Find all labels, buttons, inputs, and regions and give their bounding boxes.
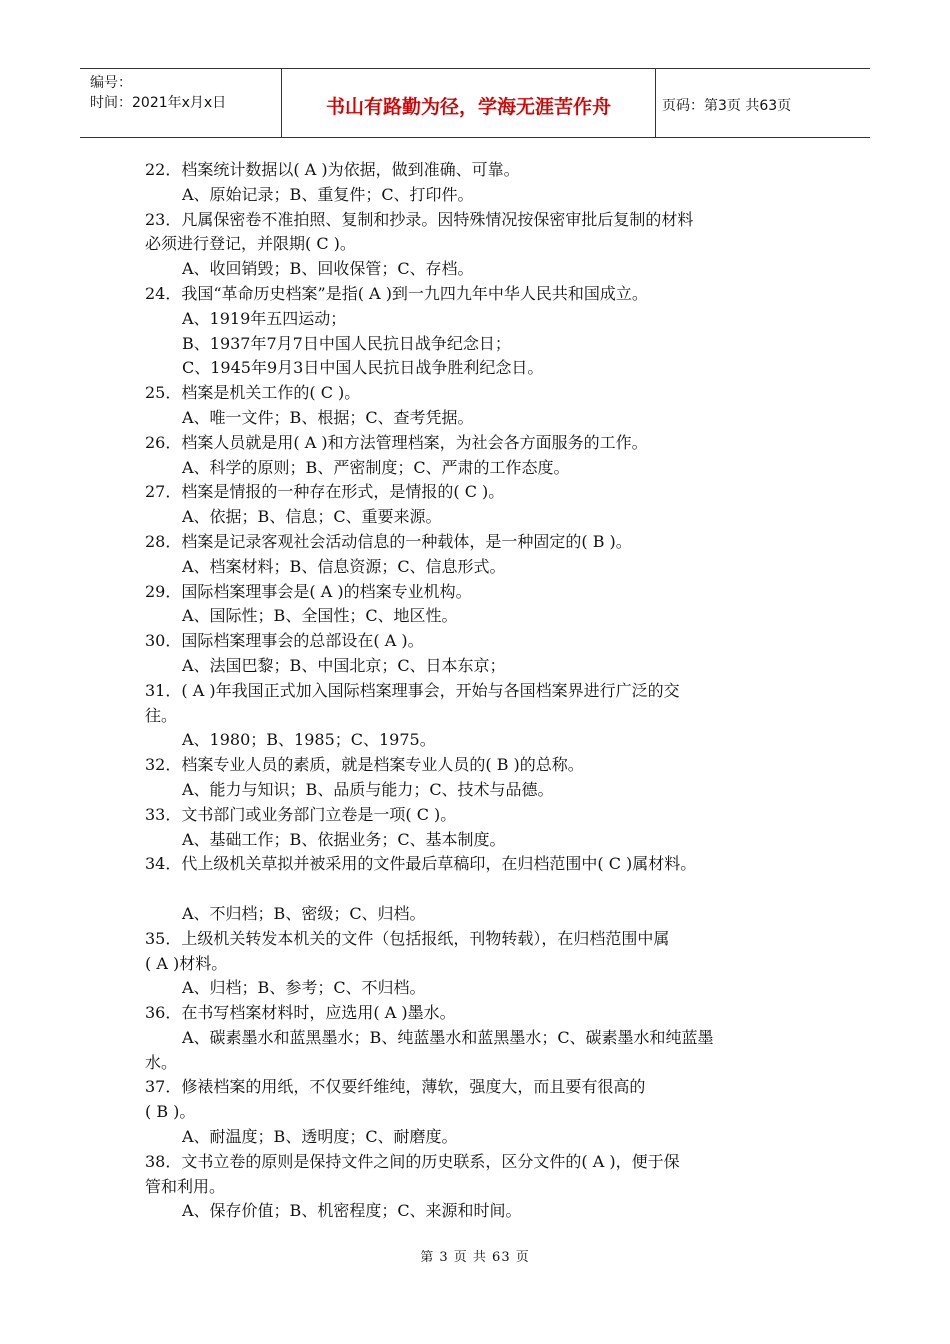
question-line: 33．文书部门或业务部门立卷是一项( C )。 — [145, 804, 457, 824]
answer-options-line: A、原始记录；B、重复件；C、打印件。 — [182, 184, 474, 204]
question-line: 24．我国“革命历史档案”是指( A )到一九四九年中华人民共和国成立。 — [145, 283, 648, 303]
answer-options-line: A、不归档；B、密级；C、归档。 — [182, 903, 426, 923]
answer-options-line: A、科学的原则；B、严密制度；C、严肃的工作态度。 — [182, 457, 570, 477]
header-number-label: 编号： — [90, 75, 132, 91]
answer-options-line: A、唯一文件；B、根据；C、查考凭据。 — [182, 407, 474, 427]
question-line: 36．在书写档案材料时，应选用( A )墨水。 — [145, 1003, 456, 1023]
question-line: 35．上级机关转发本机关的文件（包括报纸，刊物转载），在归档范围中属 — [145, 928, 670, 948]
answer-options-line: A、基础工作；B、依据业务；C、基本制度。 — [182, 829, 506, 849]
header-date: 时间：2021年x月x日 — [90, 95, 227, 111]
answer-options-line: A、保存价值；B、机密程度；C、来源和时间。 — [182, 1201, 522, 1221]
answer-options-line: A、档案材料；B、信息资源；C、信息形式。 — [182, 556, 506, 576]
question-line: 27．档案是情报的一种存在形式，是情报的( C )。 — [145, 482, 505, 502]
question-line: 31．( A )年我国正式加入国际档案理事会，开始与各国档案界进行广泛的交 — [145, 680, 680, 700]
answer-options-line: A、能力与知识；B、品质与能力；C、技术与品德。 — [182, 779, 554, 799]
answer-options-line: A、归档；B、参考；C、不归档。 — [182, 978, 426, 998]
answer-options-line: A、收回销毁；B、回收保管；C、存档。 — [182, 259, 474, 279]
page-header — [80, 68, 870, 138]
header-page-info — [656, 69, 870, 137]
page-info-text: 页码：第3页 共63页 — [662, 98, 792, 114]
question-line: 34．代上级机关草拟并被采用的文件最后草稿印，在归档范围中( C )属材料。 — [145, 854, 697, 874]
question-line: ( B )。 — [145, 1102, 196, 1122]
answer-options-line: B、1937年7月7日中国人民抗日战争纪念日； — [182, 333, 511, 353]
answer-options-line: A、1980；B、1985；C、1975。 — [182, 730, 436, 750]
answer-options-line: A、耐温度；B、透明度；C、耐磨度。 — [182, 1127, 458, 1147]
question-line — [145, 877, 810, 902]
answer-options-line: A、1919年五四运动； — [182, 308, 347, 328]
question-line: 22．档案统计数据以( A )为依据，做到准确、可靠。 — [145, 160, 520, 179]
question-line: 26．档案人员就是用( A )和方法管理档案，为社会各方面服务的工作。 — [145, 432, 648, 452]
document-body — [145, 158, 810, 1224]
question-line: ( A )材料。 — [145, 953, 228, 973]
footer-page-number: 第 3 页 共 63 页 — [420, 1250, 530, 1265]
header-motto — [282, 69, 656, 137]
question-line: 水。 — [145, 1052, 178, 1072]
motto-text: 书山有路勤为径，学海无涯苦作舟 — [325, 95, 611, 118]
answer-options-line: A、碳素墨水和蓝黑墨水；B、纯蓝墨水和蓝黑墨水；C、碳素墨水和纯蓝墨 — [182, 1027, 714, 1047]
question-line: 25．档案是机关工作的( C )。 — [145, 383, 361, 403]
answer-options-line: A、法国巴黎；B、中国北京；C、日本东京； — [182, 655, 506, 675]
question-line: 38．文书立卷的原则是保持文件之间的历史联系，区分文件的( A )，便于保 — [145, 1151, 680, 1171]
answer-options-line: A、国际性；B、全国性；C、地区性。 — [182, 606, 458, 626]
question-line: 32．档案专业人员的素质，就是档案专业人员的( B )的总称。 — [145, 755, 584, 775]
question-line: 必须进行登记，并限期( C )。 — [145, 234, 356, 254]
question-line: 37．修裱档案的用纸，不仅要纤维纯，薄软，强度大，而且要有很高的 — [145, 1077, 646, 1097]
question-line: 30．国际档案理事会的总部设在( A )。 — [145, 631, 424, 651]
question-line: 28．档案是记录客观社会活动信息的一种载体，是一种固定的( B )。 — [145, 531, 632, 551]
question-line: 29．国际档案理事会是( A )的档案专业机构。 — [145, 581, 472, 601]
page-footer — [0, 1246, 950, 1265]
header-meta — [80, 69, 282, 137]
answer-options-line: C、1945年9月3日中国人民抗日战争胜利纪念日。 — [182, 358, 544, 378]
question-line: 23．凡属保密卷不准拍照、复制和抄录。因特殊情况按保密审批后复制的材料 — [145, 209, 694, 229]
question-line: 往。 — [145, 705, 178, 725]
answer-options-line: A、依据；B、信息；C、重要来源。 — [182, 507, 442, 527]
question-line: 管和利用。 — [145, 1176, 226, 1196]
